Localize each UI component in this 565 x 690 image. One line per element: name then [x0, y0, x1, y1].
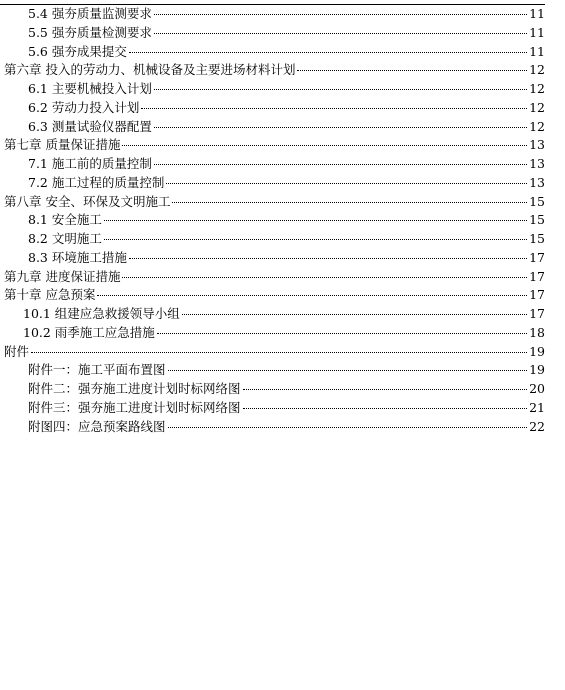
toc-entry-title: 8.2 文明施工 — [28, 231, 102, 246]
toc-entry[interactable] — [0, 418, 545, 437]
toc-entry-title: 5.4 强夯质量监测要求 — [28, 6, 152, 21]
toc-entry[interactable] — [0, 61, 545, 80]
toc-entry-title: 8.3 环境施工措施 — [28, 249, 127, 265]
toc-leader-dots — [168, 360, 528, 371]
toc-entry-page: 13 — [529, 156, 545, 171]
toc-entry-title: 第七章 质量保证措施 — [4, 137, 121, 153]
toc-leader-dots — [97, 285, 527, 296]
toc-entry[interactable] — [0, 174, 545, 193]
toc-entry-title: 附件一：施工平面布置图 — [28, 362, 166, 378]
toc-entry-page: 15 — [529, 231, 545, 246]
toc-entry-title: 附件二：强夯施工进度计划时标网络图 — [28, 381, 241, 396]
toc-leader-dots — [172, 192, 527, 203]
toc-entry-page: 12 — [529, 62, 545, 78]
toc-entry[interactable] — [0, 99, 545, 118]
toc-entry[interactable] — [0, 118, 545, 137]
toc-entry-page: 18 — [529, 324, 545, 340]
toc-leader-dots — [122, 267, 527, 278]
toc-leader-dots — [297, 60, 527, 71]
toc-entry-title: 6.1 主要机械投入计划 — [28, 81, 152, 96]
toc-leader-dots — [104, 210, 527, 221]
toc-leader-dots — [129, 248, 527, 259]
toc-leader-dots — [182, 304, 527, 315]
toc-entry[interactable] — [0, 24, 545, 43]
toc-entry[interactable] — [0, 155, 545, 174]
toc-entry[interactable] — [0, 361, 545, 380]
toc-leader-dots — [129, 42, 527, 53]
toc-entry-page: 11 — [529, 43, 545, 59]
toc-entry-page: 11 — [529, 6, 545, 21]
toc-entry-page: 19 — [529, 343, 545, 359]
toc-entry-title: 10.2 雨季施工应急措施 — [23, 324, 155, 340]
toc-entry-title: 第六章 投入的劳动力、机械设备及主要进场材料计划 — [4, 62, 296, 78]
toc-entry-page: 17 — [529, 249, 545, 265]
toc-entry[interactable] — [0, 380, 545, 399]
toc-leader-dots — [31, 342, 527, 353]
toc-leader-dots — [154, 117, 527, 128]
toc-leader-dots — [141, 98, 527, 109]
toc-entry-page: 19 — [529, 362, 545, 378]
toc-leader-dots — [154, 154, 527, 165]
toc-entry-page: 12 — [529, 118, 545, 134]
toc-leader-dots — [154, 4, 527, 15]
toc-entry-page: 17 — [529, 306, 545, 321]
table-of-contents — [0, 5, 545, 436]
toc-entry-page: 17 — [529, 287, 545, 303]
toc-entry-title: 5.5 强夯质量检测要求 — [28, 24, 152, 40]
toc-entry-title: 第十章 应急预案 — [4, 287, 96, 303]
toc-entry-page: 13 — [529, 174, 545, 190]
toc-entry[interactable] — [0, 305, 545, 324]
toc-entry-page: 17 — [529, 268, 545, 284]
toc-entry-title: 8.1 安全施工 — [28, 212, 102, 228]
toc-entry-title: 附图四：应急预案路线图 — [28, 418, 166, 434]
toc-leader-dots — [154, 23, 527, 34]
toc-entry-title: 10.1 组建应急救援领导小组 — [23, 306, 180, 321]
toc-entry-page: 12 — [529, 81, 545, 96]
toc-leader-dots — [243, 398, 528, 409]
toc-entry-title: 5.6 强夯成果提交 — [28, 43, 127, 59]
toc-entry[interactable] — [0, 5, 545, 24]
toc-leader-dots — [104, 229, 527, 240]
toc-entry-page: 15 — [529, 193, 545, 209]
toc-entry[interactable] — [0, 43, 545, 62]
toc-leader-dots — [157, 323, 527, 334]
toc-leader-dots — [166, 173, 527, 184]
toc-leader-dots — [243, 379, 528, 390]
toc-entry-page: 12 — [529, 99, 545, 115]
toc-entry[interactable] — [0, 286, 545, 305]
toc-leader-dots — [154, 79, 527, 90]
toc-entry-page: 20 — [529, 381, 545, 396]
toc-entry-page: 21 — [529, 399, 545, 415]
toc-entry-title: 附件 — [4, 343, 30, 359]
toc-entry-title: 7.2 施工过程的质量控制 — [28, 174, 165, 190]
toc-entry[interactable] — [0, 324, 545, 343]
toc-entry-title: 第八章 安全、环保及文明施工 — [4, 193, 171, 209]
toc-entry[interactable] — [0, 268, 545, 287]
toc-entry[interactable] — [0, 230, 545, 249]
toc-entry[interactable] — [0, 211, 545, 230]
toc-entry-title: 附件三：强夯施工进度计划时标网络图 — [28, 399, 241, 415]
toc-entry-page: 13 — [529, 137, 545, 153]
toc-entry-page: 22 — [529, 418, 545, 434]
toc-entry[interactable] — [0, 136, 545, 155]
toc-entry-page: 15 — [529, 212, 545, 228]
toc-entry[interactable] — [0, 343, 545, 362]
toc-entry-title: 7.1 施工前的质量控制 — [28, 156, 152, 171]
toc-entry-title: 6.2 劳动力投入计划 — [28, 99, 140, 115]
toc-leader-dots — [122, 135, 527, 146]
toc-entry-page: 11 — [529, 24, 545, 40]
toc-entry-title: 6.3 测量试验仪器配置 — [28, 118, 152, 134]
toc-entry[interactable] — [0, 80, 545, 99]
toc-entry[interactable] — [0, 399, 545, 418]
toc-entry-title: 第九章 进度保证措施 — [4, 268, 121, 284]
toc-entry[interactable] — [0, 193, 545, 212]
toc-entry[interactable] — [0, 249, 545, 268]
toc-leader-dots — [168, 417, 528, 428]
